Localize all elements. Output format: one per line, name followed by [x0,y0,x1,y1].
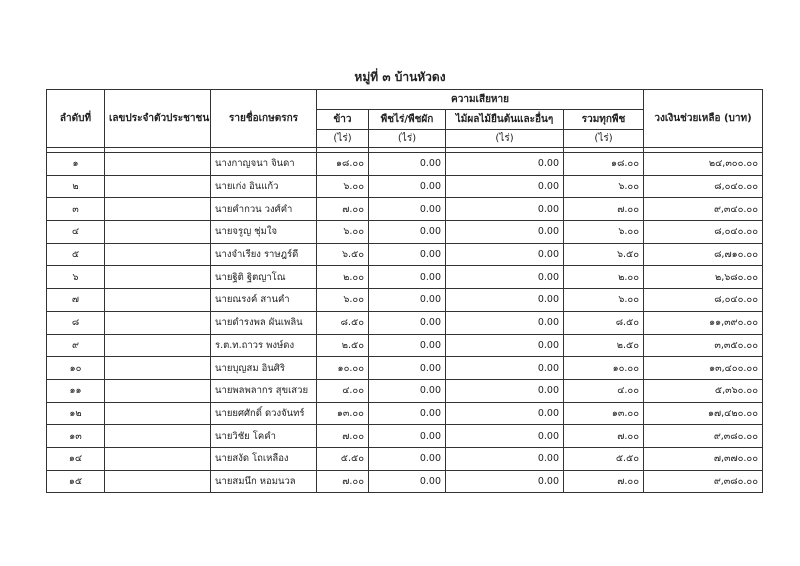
row-total-area: ๖.๐๐ [564,175,644,198]
header-aid: วงเงินช่วยเหลือ (บาท) [644,90,763,148]
table-row [47,153,763,176]
row-number: ๗ [47,289,105,312]
row-number: ๕ [47,243,105,266]
table-row [47,470,763,493]
page-title: หมู่ที่ ๓ บ้านหัวดง [354,70,446,84]
row-fruit-area: 0.00 [446,447,564,470]
row-field-area: 0.00 [369,175,446,198]
row-field-area: 0.00 [369,153,446,176]
row-fruit-area: 0.00 [446,198,564,221]
row-farmer-name: นางกาญจนา จินดา [211,153,317,176]
row-total-area: ๒.๐๐ [564,266,644,289]
row-total-area: ๒.๕๐ [564,334,644,357]
row-farmer-name: นายบุญสม อินศิริ [211,357,317,380]
unit-field: (ไร่) [369,130,446,148]
row-total-area: ๕.๕๐ [564,447,644,470]
row-farmer-name: นายดำรงพล ผันเพลิน [211,311,317,334]
row-number: ๑๐ [47,357,105,380]
row-fruit-area: 0.00 [446,379,564,402]
table-row [47,311,763,334]
row-number: ๔ [47,221,105,244]
header-rice: ข้าว [317,110,369,130]
row-number: ๓ [47,198,105,221]
row-number: ๙ [47,334,105,357]
row-id-redacted [105,198,211,221]
row-aid-amount: ๙,๓๘๐.๐๐ [644,470,763,493]
row-aid-amount: ๘,๗๑๐.๐๐ [644,243,763,266]
row-farmer-name: นายณรงค์ สานคำ [211,289,317,312]
unit-total: (ไร่) [564,130,644,148]
row-id-redacted [105,447,211,470]
row-farmer-name: นายสมนึก หอมนวล [211,470,317,493]
row-fruit-area: 0.00 [446,470,564,493]
row-rice-area: ๖.๐๐ [317,175,369,198]
row-aid-amount: ๓,๓๕๐.๐๐ [644,334,763,357]
row-id-redacted [105,311,211,334]
row-field-area: 0.00 [369,289,446,312]
row-total-area: ๘.๕๐ [564,311,644,334]
header-damage: ความเสียหาย [317,90,644,110]
row-fruit-area: 0.00 [446,243,564,266]
row-total-area: ๗.๐๐ [564,425,644,448]
row-field-area: 0.00 [369,402,446,425]
row-rice-area: ๘.๕๐ [317,311,369,334]
row-aid-amount: ๑๗,๔๒๐.๐๐ [644,402,763,425]
row-number: ๑๔ [47,447,105,470]
row-id-redacted [105,357,211,380]
row-field-area: 0.00 [369,243,446,266]
header-id: เลขประจำตัวประชาชน [105,90,211,148]
table-row [47,357,763,380]
row-rice-area: ๖.๕๐ [317,243,369,266]
row-id-redacted [105,266,211,289]
row-number: ๘ [47,311,105,334]
row-id-redacted [105,221,211,244]
row-fruit-area: 0.00 [446,153,564,176]
row-fruit-area: 0.00 [446,175,564,198]
row-rice-area: ๗.๐๐ [317,470,369,493]
row-total-area: ๔.๐๐ [564,379,644,402]
row-total-area: ๑๘.๐๐ [564,153,644,176]
table-row [47,198,763,221]
header-no: ลำดับที่ [47,90,105,148]
row-field-area: 0.00 [369,447,446,470]
table-row [47,266,763,289]
table-body [47,148,763,493]
table-row [47,447,763,470]
row-fruit-area: 0.00 [446,357,564,380]
row-aid-amount: ๙,๓๔๐.๐๐ [644,198,763,221]
row-rice-area: ๑๘.๐๐ [317,153,369,176]
row-field-area: 0.00 [369,311,446,334]
row-aid-amount: ๘,๐๔๐.๐๐ [644,221,763,244]
row-number: ๑ [47,153,105,176]
row-number: ๒ [47,175,105,198]
row-id-redacted [105,425,211,448]
row-id-redacted [105,175,211,198]
table-row [47,379,763,402]
table-row [47,289,763,312]
row-id-redacted [105,243,211,266]
row-id-redacted [105,379,211,402]
row-id-redacted [105,402,211,425]
row-number: ๑๕ [47,470,105,493]
row-rice-area: ๔.๐๐ [317,379,369,402]
row-total-area: ๑๓.๐๐ [564,402,644,425]
row-total-area: ๗.๐๐ [564,470,644,493]
unit-fruit: (ไร่) [446,130,564,148]
row-field-area: 0.00 [369,379,446,402]
row-farmer-name: นายคำกวน วงศ์คำ [211,198,317,221]
row-farmer-name: ร.ต.ท.ถาวร พงษ์ดง [211,334,317,357]
row-rice-area: ๖.๐๐ [317,221,369,244]
row-rice-area: ๒.๕๐ [317,334,369,357]
row-aid-amount: ๒๔,๓๐๐.๐๐ [644,153,763,176]
row-field-area: 0.00 [369,198,446,221]
row-id-redacted [105,289,211,312]
row-total-area: ๗.๐๐ [564,198,644,221]
row-rice-area: ๖.๐๐ [317,289,369,312]
row-rice-area: ๗.๐๐ [317,198,369,221]
row-number: ๖ [47,266,105,289]
row-farmer-name: นายจรูญ ชุ่มใจ [211,221,317,244]
row-farmer-name: นายยศศักดิ์ ดวงจันทร์ [211,402,317,425]
row-number: ๑๒ [47,402,105,425]
row-fruit-area: 0.00 [446,266,564,289]
row-field-area: 0.00 [369,221,446,244]
header-total: รวมทุกพืช [564,110,644,130]
header-fruit: ไม้ผลไม้ยืนต้นและอื่นๆ [446,110,564,130]
table-row [47,243,763,266]
table-row [47,334,763,357]
row-fruit-area: 0.00 [446,402,564,425]
row-aid-amount: ๘,๐๔๐.๐๐ [644,289,763,312]
row-farmer-name: นางจำเรียง ราษฎร์ดี [211,243,317,266]
row-fruit-area: 0.00 [446,289,564,312]
row-farmer-name: นายพลพลากร สุขเสวย [211,379,317,402]
row-aid-amount: ๒,๖๘๐.๐๐ [644,266,763,289]
row-number: ๑๓ [47,425,105,448]
row-aid-amount: ๑๓,๔๐๐.๐๐ [644,357,763,380]
header-field: พืชไร่/พืชผัก [369,110,446,130]
row-total-area: ๖.๐๐ [564,289,644,312]
row-aid-amount: ๘,๐๔๐.๐๐ [644,175,763,198]
row-field-area: 0.00 [369,266,446,289]
unit-rice: (ไร่) [317,130,369,148]
row-total-area: ๖.๕๐ [564,243,644,266]
row-fruit-area: 0.00 [446,311,564,334]
row-aid-amount: ๑๑,๓๙๐.๐๐ [644,311,763,334]
row-farmer-name: นายวิชัย โคคำ [211,425,317,448]
table-row [47,402,763,425]
row-id-redacted [105,334,211,357]
row-id-redacted [105,470,211,493]
row-fruit-area: 0.00 [446,425,564,448]
row-rice-area: ๑๓.๐๐ [317,402,369,425]
row-rice-area: ๑๐.๐๐ [317,357,369,380]
row-field-area: 0.00 [369,470,446,493]
row-total-area: ๖.๐๐ [564,221,644,244]
row-id-redacted [105,153,211,176]
row-fruit-area: 0.00 [446,221,564,244]
row-field-area: 0.00 [369,425,446,448]
row-fruit-area: 0.00 [446,334,564,357]
row-total-area: ๑๐.๐๐ [564,357,644,380]
row-field-area: 0.00 [369,334,446,357]
row-rice-area: ๒.๐๐ [317,266,369,289]
row-aid-amount: ๙,๓๘๐.๐๐ [644,425,763,448]
row-field-area: 0.00 [369,357,446,380]
table-row [47,425,763,448]
header-name: รายชื่อเกษตรกร [211,90,317,148]
table-row [47,175,763,198]
row-rice-area: ๗.๐๐ [317,425,369,448]
row-farmer-name: นายฐิติ ฐิตญาโณ [211,266,317,289]
row-rice-area: ๕.๕๐ [317,447,369,470]
row-number: ๑๑ [47,379,105,402]
farmer-aid-table [46,89,763,493]
row-farmer-name: นายเก่ง อินแก้ว [211,175,317,198]
row-aid-amount: ๕,๓๖๐.๐๐ [644,379,763,402]
table-row [47,221,763,244]
row-aid-amount: ๗,๓๗๐.๐๐ [644,447,763,470]
row-farmer-name: นายสงัด โถเหลือง [211,447,317,470]
